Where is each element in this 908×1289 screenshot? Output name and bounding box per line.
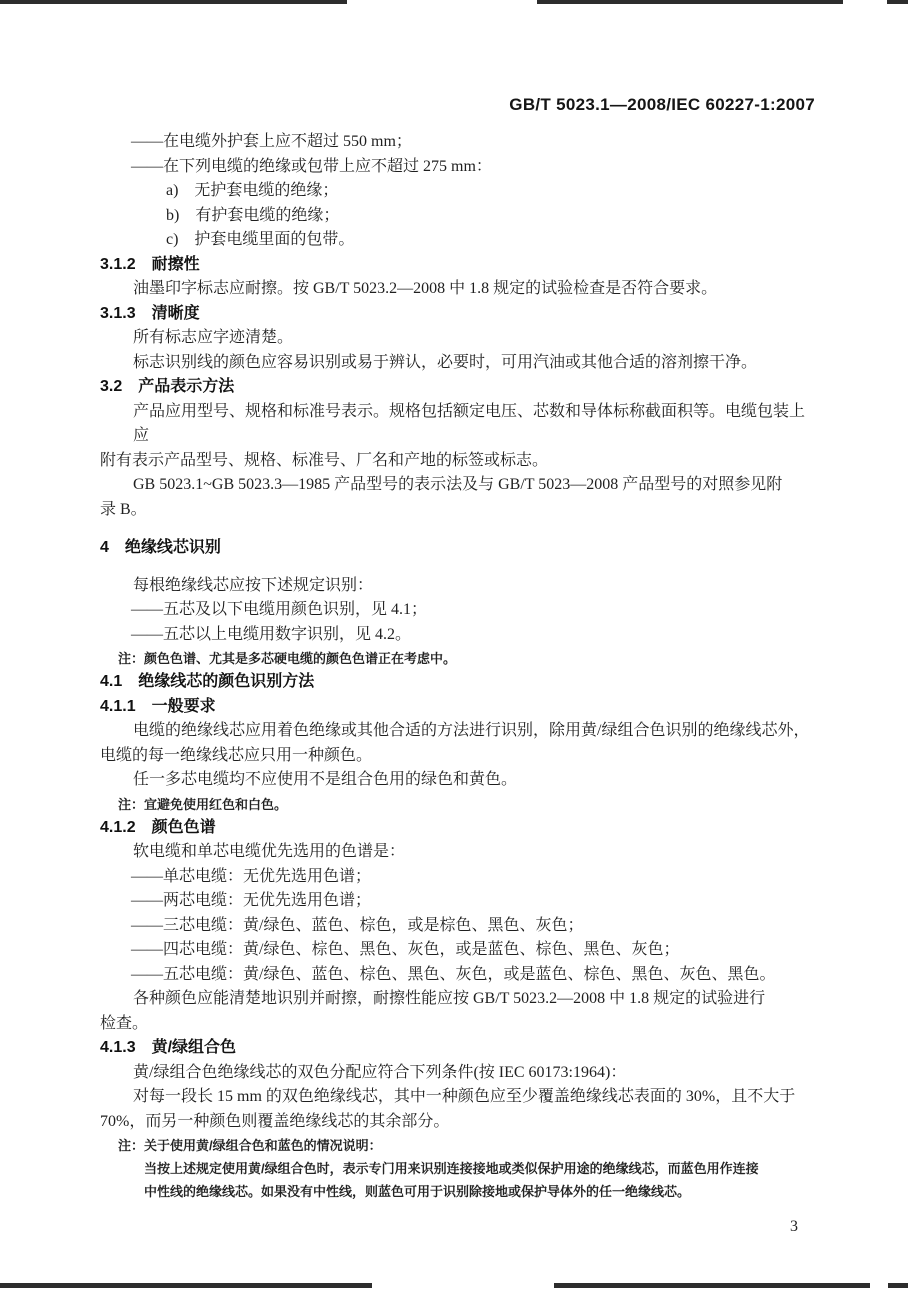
paragraph-line: 每根绝缘线芯应按下述规定识别： <box>133 576 374 594</box>
list-item-dash: ——在下列电缆的绝缘或包带上应不超过 275 mm： <box>131 157 492 175</box>
paragraph-line: 黄/绿组合色绝缘线芯的双色分配应符合下列条件(按 IEC 60173:1964)： <box>133 1063 627 1081</box>
note-line: 注：颜色色谱、尤其是多芯硬电缆的颜色色谱正在考虑中。 <box>118 651 457 666</box>
list-item-dash: ——单芯电缆：无优先选用色谱； <box>131 867 372 885</box>
list-item-letter: c) 护套电缆里面的包带。 <box>166 231 355 248</box>
scan-artifact-bottom-right <box>888 1283 908 1288</box>
note-line: 注：宜避免使用红色和白色。 <box>118 796 288 812</box>
scan-artifact-top-left <box>0 0 347 4</box>
list-item-dash: ——五芯电缆：黄/绿色、蓝色、棕色、黑色、灰色，或是蓝色、棕色、黑色、灰色、黑色。 <box>131 965 776 983</box>
paragraph-line: 软电缆和单芯电缆优先选用的色谱是： <box>133 843 406 860</box>
section-heading-4-1: 4.1 绝缘线芯的颜色识别方法 <box>100 673 315 690</box>
list-item-dash: ——五芯以上电缆用数字识别，见 4.2。 <box>131 625 412 643</box>
section-heading-4-1-1: 4.1.1 一般要求 <box>100 697 216 715</box>
page-number: 3 <box>790 1218 798 1235</box>
standard-number-header: GB/T 5023.1—2008/IEC 60227-1:2007 <box>509 95 815 114</box>
note-line: 注：关于使用黄/绿组合色和蓝色的情况说明： <box>118 1138 382 1153</box>
list-item-letter: a) 无护套电缆的绝缘； <box>166 182 339 199</box>
paragraph-line: 录 B。 <box>100 500 147 518</box>
scan-artifact-bottom-left <box>0 1283 372 1288</box>
list-item-letter: b) 有护套电缆的绝缘； <box>166 206 340 224</box>
scan-artifact-top-right <box>887 0 908 4</box>
paragraph-line: 所有标志应字迹清楚。 <box>133 329 294 346</box>
section-heading-3-1-2: 3.1.2 耐擦性 <box>100 255 200 273</box>
paragraph-line: 产品应用型号、规格和标准号表示。规格包括额定电压、芯数和导体标称截面积等。电缆包装上应 <box>133 402 806 444</box>
note-continuation-line: 中性线的绝缘线芯。如果没有中性线，则蓝色可用于识别除接地或保护导体外的任一绝缘线芯。 <box>144 1184 691 1199</box>
list-item-dash: ——在电缆外护套上应不超过 550 mm； <box>131 133 412 150</box>
section-heading-3-2: 3.2 产品表示方法 <box>100 378 235 395</box>
paragraph-line: 检查。 <box>100 1014 149 1032</box>
paragraph-line: 任一多芯电缆均不应使用不是组合色用的绿色和黄色。 <box>133 771 518 788</box>
paragraph-line: 附有表示产品型号、规格、标准号、厂名和产地的标签或标志。 <box>100 451 549 469</box>
chapter-heading-4: 4 绝缘线芯识别 <box>100 539 221 556</box>
paragraph-line: 电缆的每一绝缘线芯应只用一种颜色。 <box>100 746 373 764</box>
paragraph-line: 油墨印字标志应耐擦。按 GB/T 5023.2—2008 中 1.8 规定的试验检查是否符合要求。 <box>133 280 718 297</box>
document-page <box>100 130 816 1239</box>
paragraph-line: 70%，而另一种颜色则覆盖绝缘线芯的其余部分。 <box>100 1112 450 1130</box>
note-continuation-line: 当按上述规定使用黄/绿组合色时，表示专门用来识别连接接地或类似保护用途的绝缘线芯，而蓝色用作连接 <box>144 1161 759 1176</box>
paragraph-line: 对每一段长 15 mm 的双色绝缘线芯，其中一种颜色应至少覆盖绝缘线芯表面的 30%，且不大于 <box>133 1088 796 1105</box>
scan-artifact-bottom-middle <box>554 1283 870 1288</box>
section-heading-3-1-3: 3.1.3 清晰度 <box>100 304 200 322</box>
scan-artifact-top-middle <box>537 0 843 4</box>
list-item-dash: ——三芯电缆：黄/绿色、蓝色、棕色，或是棕色、黑色、灰色； <box>131 916 584 934</box>
list-item-dash: ——五芯及以下电缆用颜色识别，见 4.1； <box>131 601 428 618</box>
list-item-dash: ——四芯电缆：黄/绿色、棕色、黑色、灰色，或是蓝色、棕色、黑色、灰色； <box>131 941 680 958</box>
paragraph-line: 各种颜色应能清楚地识别并耐擦，耐擦性能应按 GB/T 5023.2—2008 中 1.8 规定的试验进行 <box>133 990 766 1007</box>
list-item-dash: ——两芯电缆：无优先选用色谱； <box>131 892 372 909</box>
paragraph-line: 电缆的绝缘线芯应用着色绝缘或其他合适的方法进行识别，除用黄/绿组合色识别的绝缘线芯外， <box>133 722 810 739</box>
paragraph-line: 标志识别线的颜色应容易识别或易于辨认，必要时，可用汽油或其他合适的溶剂擦干净。 <box>133 353 758 371</box>
section-heading-4-1-2: 4.1.2 颜色色谱 <box>100 818 216 836</box>
section-heading-4-1-3: 4.1.3 黄/绿组合色 <box>100 1039 237 1056</box>
paragraph-line: GB 5023.1~GB 5023.3—1985 产品型号的表示法及与 GB/T 5023—2008 产品型号的对照参见附 <box>133 476 783 493</box>
